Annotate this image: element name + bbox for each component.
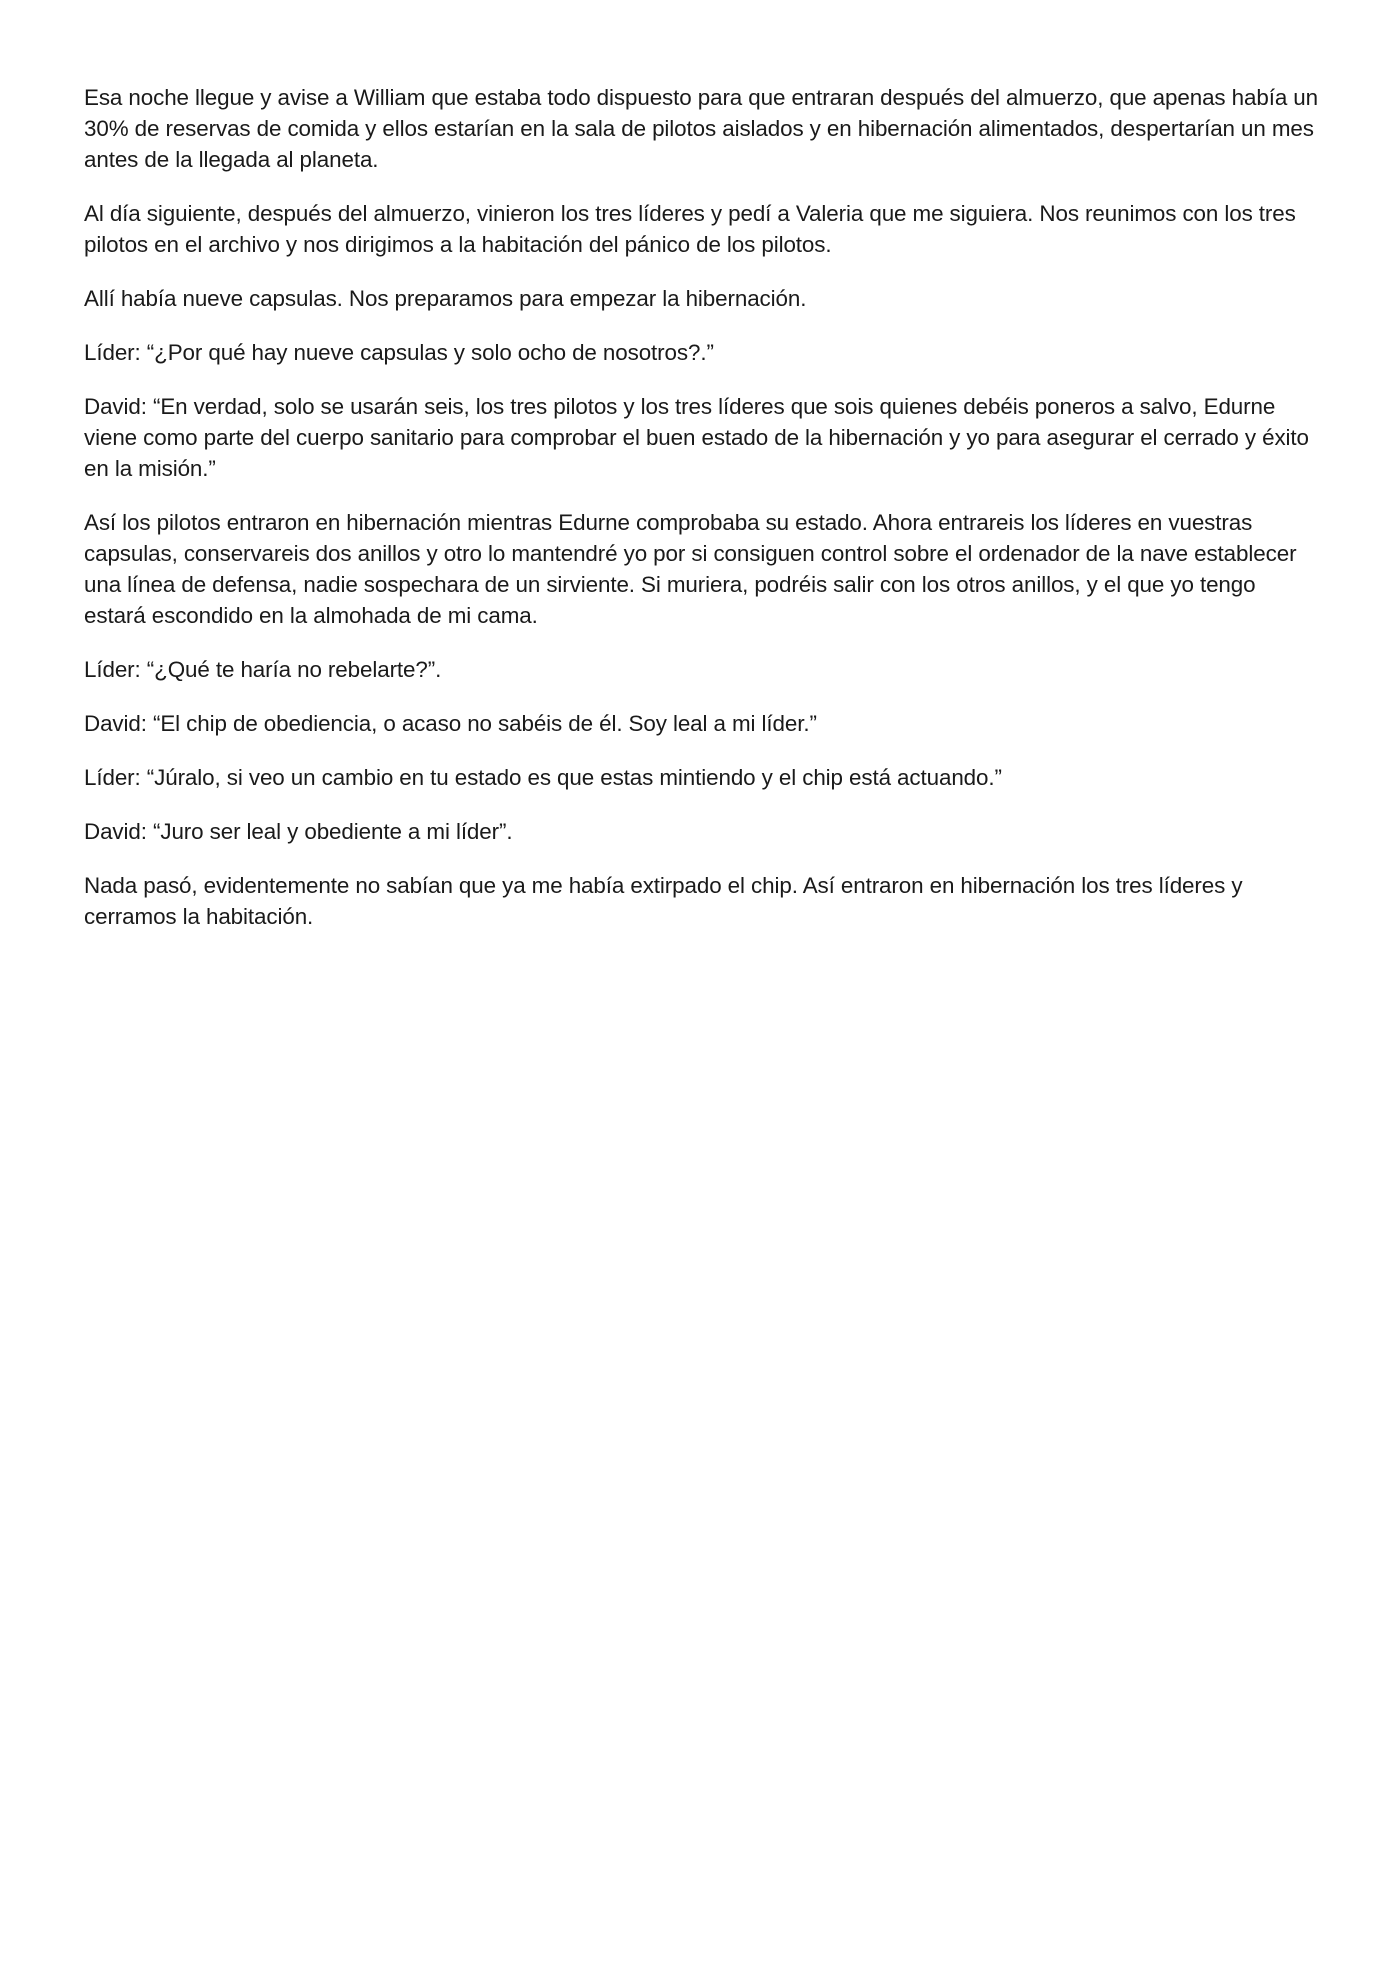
paragraph: David: “En verdad, solo se usarán seis, los tres pilotos y los tres líderes que sois quienes debéis poneros a salvo, Edurne viene como parte del cuerpo sanitario para comprobar el buen estado de la hibernación y yo para asegurar el cerrado y éxito en la misión.” [84,394,1309,481]
paragraph: Nada pasó, evidentemente no sabían que ya me había extirpado el chip. Así entraron en hibernación los tres líderes y cerramos la habitación. [84,873,1243,929]
paragraph: Así los pilotos entraron en hibernación mientras Edurne comprobaba su estado. Ahora entrareis los líderes en vuestras capsulas, conservareis dos anillos y otro lo mantendré yo por si consiguen control sobre el ordenador de la nave establecer una línea de defensa, nadie sospechara de un sirviente. Si muriera, podréis salir con los otros anillos, y el que yo tengo estará escondido en la almohada de mi cama. [84,510,1297,628]
paragraph: Esa noche llegue y avise a William que estaba todo dispuesto para que entraran después del almuerzo, que apenas había un 30% de reservas de comida y ellos estarían en la sala de pilotos aislados y en hibernación alimentados, despertarían un mes antes de la llegada al planeta. [84,85,1318,172]
paragraph: Líder: “Júralo, si veo un cambio en tu estado es que estas mintiendo y el chip está actuando.” [84,765,1002,790]
paragraph: Al día siguiente, después del almuerzo, vinieron los tres líderes y pedí a Valeria que me siguiera. Nos reunimos con los tres pilotos en el archivo y nos dirigimos a la habitación del pánico de los pilotos. [84,201,1296,257]
paragraph: David: “El chip de obediencia, o acaso no sabéis de él. Soy leal a mi líder.” [84,711,817,736]
paragraph: Líder: “¿Por qué hay nueve capsulas y solo ocho de nosotros?.” [84,340,714,365]
paragraph: Líder: “¿Qué te haría no rebelarte?”. [84,657,442,682]
document-body [84,82,1322,955]
paragraph: David: “Juro ser leal y obediente a mi líder”. [84,819,513,844]
paragraph: Allí había nueve capsulas. Nos preparamos para empezar la hibernación. [84,286,807,311]
